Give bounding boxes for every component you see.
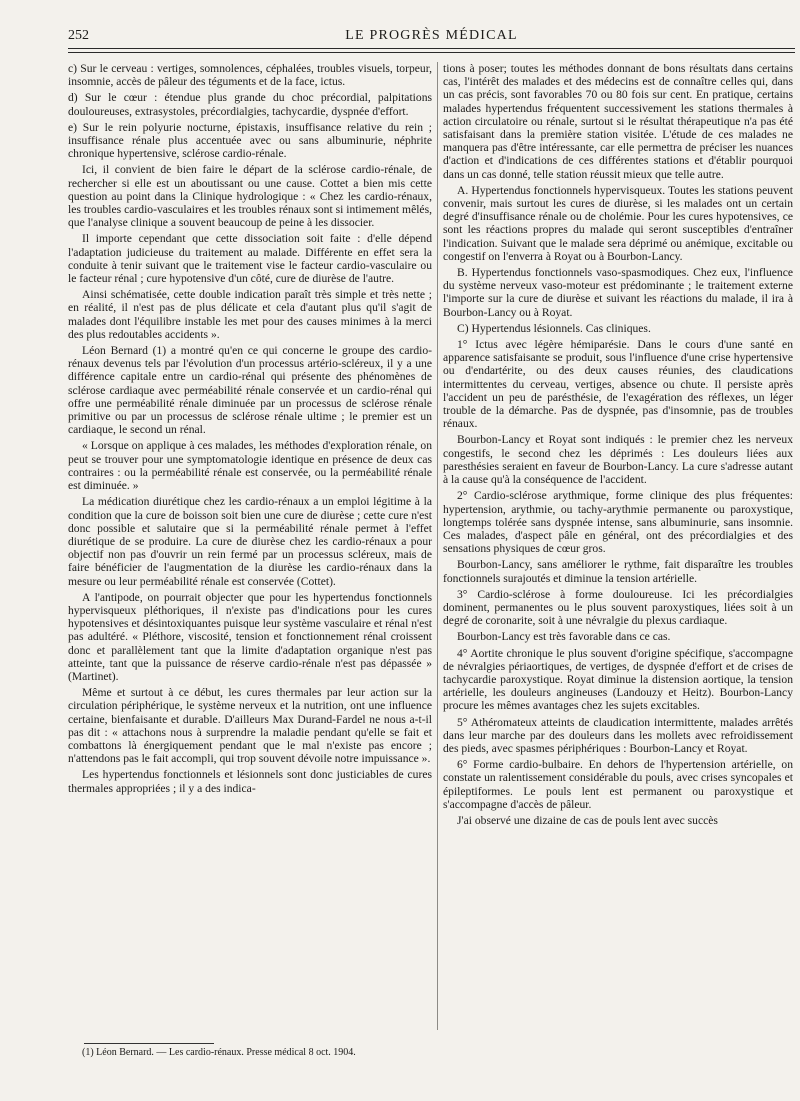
paragraph: tions à poser; toutes les méthodes donnant de bons résultats dans certains cas, l'intérêt des malades et des médecins est de connaître celles qui, dans un cas précis, sont favorables 70 ou 80 fois sur cent. En pratique, certains malades hypertendus fréquentent successivement les stations thermales à action circulatoire ou rénale, surtout si le résultat thérapeutique n'a pas été satisfaisant dans la première station visitée. L'étude de ces malades ne manquera pas d'être intéressante, car elle permettra de préciser les nuances d'action et d'indications de ces différentes stations et d'établir pourquoi dans un cas donné, telle station réussit mieux que telle autre.: [443, 62, 793, 181]
paragraph: Ainsi schématisée, cette double indication paraît très simple et très nette ; en réalité, il n'est pas de plus délicate et cela d'autant plus qu'il s'agit de malades dont l'équilibre instable les met pour des causes minimes à la merci des plus redoutables accidents ».: [68, 288, 432, 341]
column-divider: [437, 62, 438, 1030]
footnote-text: (1) Léon Bernard. — Les cardio-rénaux. Presse médical 8 oct. 1904.: [82, 1047, 356, 1058]
paragraph: Même et surtout à ce début, les cures thermales par leur action sur la circulation périphérique, le système nerveux et la nutrition, ont une influence certaine, bienfaisante et durable. D'ailleurs Max Durand-Fardel ne nous a-t-il pas dit : « attachons nous à surprendre la maladie pendant qu'elle se fait et combattons là énergiquement pendant que le mal n'existe pas encore ; n'attendons pas le fait accompli, qui trop souvent dévoile notre impuissance ».: [68, 686, 432, 766]
paragraph: 1° Ictus avec légère hémiparésie. Dans le cours d'une santé en apparence satisfaisante se produit, sous l'influence d'une crise hypertensive ou d'endartérite, ou des deux causes réunies, des claudications intermittentes du cerveau, vertiges, absence ou chute. Il persiste après l'accident un peu de parésthésie, de l'exagération des réflexes, un léger trouble de la démarche. Pas de dyspnée, pas d'insomnie, pas de troubles rénaux.: [443, 338, 793, 431]
paragraph: Il importe cependant que cette dissociation soit faite : d'elle dépend l'adaptation judicieuse du traitement au malade. Différente en effet sera la conduite à tenir suivant que le traitement vise le facteur cardio-vasculaire ou le facteur rénal ; cure hypotensive d'un côté, cure de diurèse de l'autre.: [68, 232, 432, 286]
paragraph: « Lorsque on applique à ces malades, les méthodes d'exploration rénale, on peut se trouver pour une symptomatologie identique en présence de deux cas contraires : ou la perméabilité rénale est conservée, ou la perméabilité rénale est diminuée. »: [68, 439, 432, 493]
header-rule: [68, 48, 795, 49]
paragraph: B. Hypertendus fonctionnels vaso-spasmodiques. Chez eux, l'influence du système nerveux vaso-moteur est prédominante ; le traitement externe l'importe sur la cure de diurèse et suivant les réactions du malade, il ira à Bourbon-Lancy ou à Royat.: [443, 266, 793, 319]
paragraph: A l'antipode, on pourrait objecter que pour les hypertendus fonctionnels hypervisqueux pléthoriques, il n'existe pas d'indications pour les cures hypotensives et désintoxiquantes puisque leur système vasculaire et rénal n'est pas adultéré. « Pléthore, viscosité, tension et fonctionnement rénal croissent donc et parallèlement tant que la limite d'adaptation organique n'est pas atteinte, tant que la puissance de réserve cardio-rénale n'est pas dépassée » (Martinet).: [68, 590, 432, 683]
paragraph: 6° Forme cardio-bulbaire. En dehors de l'hypertension artérielle, on constate un ralentissement considérable du pouls, avec crises syncopales et épileptiformes. Le pouls lent est permanent ou paroxystique et s'accompagne d'accès de pâleur.: [443, 758, 793, 811]
paragraph: Ici, il convient de bien faire le départ de la sclérose cardio-rénale, de rechercher si elle est un aboutissant ou une cause. Cottet a bien mis cette question au point dans la Clinique hydrologique : « Chez les cardio-rénaux, les troubles cardio-vasculaires et les troubles rénaux sont si intimement mêlés, que l'analyse clinique a souvent beaucoup de peine à les dissocier.: [68, 163, 432, 230]
running-title: LE PROGRÈS MÉDICAL: [345, 28, 518, 43]
footnote: [68, 1047, 432, 1059]
right-column: [443, 62, 793, 830]
left-column: [68, 62, 432, 798]
paragraph: A. Hypertendus fonctionnels hypervisqueux. Toutes les stations peuvent convenir, mais surtout les cures de diurèse, si les malades ont un certain degré d'insuffisance rénale ou de cholémie. Pour les cures hypotensives, ce sont les réactions propres du malade qui seront susceptibles d'entraîner l'indication. Suivant que le malade sera déprimé ou anémique, excitable ou congestif on l'enverra à Royat ou à Bourbon-Lancy.: [443, 183, 793, 263]
paragraph: 4° Aortite chronique le plus souvent d'origine spécifique, s'accompagne de névralgies périaortiques, de vertiges, de dyspnée d'effort et de crises de tachycardie paroxystique. Royat diminue la distension aortique, la tension artérielle, les douleurs angineuses (Landouzy et Heitz). Bourbon-Lancy procure les mêmes avantages chez les sujets excitables.: [443, 646, 793, 713]
paragraph: c) Sur le cerveau : vertiges, somnolences, céphalées, troubles visuels, torpeur, insomnie, accès de pâleur des téguments et de la face, ictus.: [68, 62, 432, 89]
paragraph: Léon Bernard (1) a montré qu'en ce qui concerne le groupe des cardio-rénaux devenus tels par l'évolution d'un processus artério-scléreux, il y a une différence capitale entre un cardio-rénal qui présente des phénomènes de sclérose cardiaque avec perméabilité rénale conservée et un cardio-rénal qui offre une perméabilité rénale diminuée par un processus de sclérose rénale primitive ou par un processus de sclérose rénale ultime ; le premier est un cardiaque, le second un rénal.: [68, 344, 432, 437]
page-header: [68, 28, 795, 48]
paragraph: Les hypertendus fonctionnels et lésionnels sont donc justiciables de cures thermales appropriées ; il y a des indica-: [68, 768, 432, 795]
paragraph: Bourbon-Lancy est très favorable dans ce cas.: [457, 630, 671, 644]
paragraph: J'ai observé une dizaine de cas de pouls lent avec succès: [457, 813, 718, 827]
section-heading: C) Hypertendus lésionnels. Cas cliniques.: [457, 321, 651, 335]
paragraph: Bourbon-Lancy, sans améliorer le rythme, fait disparaître les troubles fonctionnels surajoutés et diminue la tension artérielle.: [443, 558, 793, 585]
header-rule-thin: [68, 52, 795, 53]
paragraph: d) Sur le cœur : étendue plus grande du choc précordial, palpitations douloureuses, extrasystoles, précordialgies, tachycardie, dyspnée d'effort.: [68, 91, 432, 118]
paragraph: e) Sur le rein polyurie nocturne, épistaxis, insuffisance relative du rein ; insuffisance rénale plus accentuée avec ou sans albuminurie, néphrite chronique hypertensive, sclérose cardio-rénale.: [68, 120, 432, 161]
paragraph: 3° Cardio-sclérose à forme douloureuse. Ici les précordialgies dominent, permanentes ou le plus souvent paroxystiques, liées soit à un degré de coronarite, soit à une névralgie du plexus cardiaque.: [443, 587, 793, 628]
paragraph: 2° Cardio-sclérose arythmique, forme clinique des plus fréquentes: hypertension, arythmie, ou tachy-arythmie permanente ou paroxystique, longtemps tolérée sans dyspnée intense, sans albuminurie, sans insomnie. Ces malades, d'aspect pâle en général, ont des précordialgies et des sensations physiques de cœur gros.: [443, 489, 793, 556]
footnote-rule: [84, 1043, 214, 1044]
paragraph: La médication diurétique chez les cardio-rénaux a un emploi légitime à la condition que la cure de boisson soit bien une cure de diurèse ; cette cure n'est donc possible et salutaire que si la perméabilité rénale permet à l'effet diurétique de se produire. La cure de diurèse chez les cardio-rénaux a pour objectif non pas d'ouvrir un rein fermé par un processus scléreux, mais de faire bénéficier de l'augmentation de la diurèse les cardio-rénaux dans la mesure ou leur perméabilité rénale est conservée (Cottet).: [68, 495, 432, 588]
paragraph: 5° Athéromateux atteints de claudication intermittente, malades arrêtés dans leur marche par des douleurs dans les mollets avec refroidissement des pieds, avec spasmes périphériques : Bourbon-Lancy et Royat.: [443, 715, 793, 755]
paragraph: Bourbon-Lancy et Royat sont indiqués : le premier chez les nerveux congestifs, le second chez les déprimés : Les douleurs liées aux paresthésies seraient en faveur de Bourbon-Lancy. La cure s'adresse autant à la cause qu'à la conséquence de l'accident.: [443, 433, 793, 487]
page-number: 252: [68, 28, 89, 43]
